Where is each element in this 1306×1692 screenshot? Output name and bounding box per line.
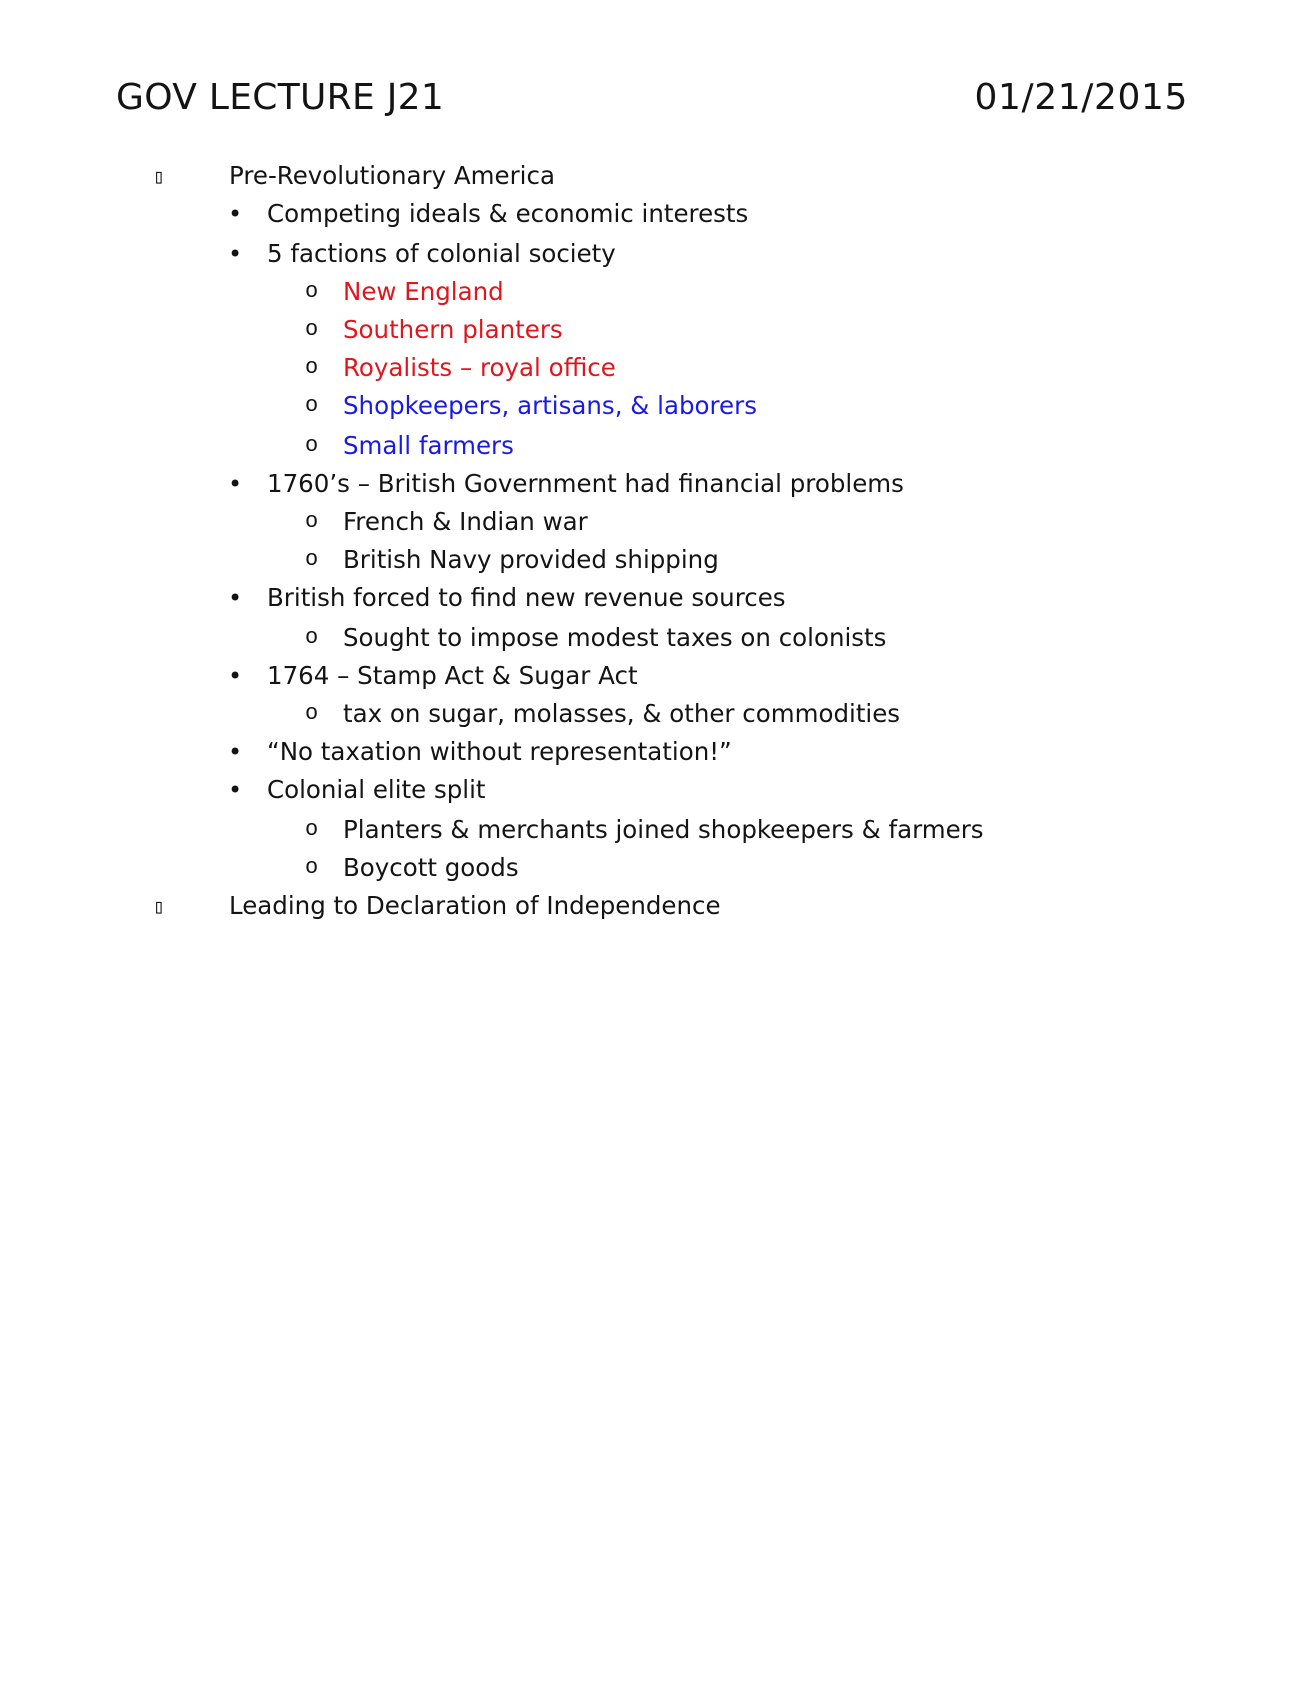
box-bullet-icon: ▯ <box>153 164 166 188</box>
outline-item-text: 5 factions of colonial society <box>267 239 616 268</box>
outline-item-text: Royalists – royal office <box>343 353 616 382</box>
circle-bullet-icon: o <box>305 433 319 458</box>
circle-bullet-icon: o <box>305 701 319 726</box>
document-date: 01/21/2015 <box>974 77 1188 118</box>
circle-bullet-icon: o <box>305 509 319 534</box>
outline-item-text: Pre-Revolutionary America <box>229 161 555 190</box>
circle-bullet-icon: o <box>305 855 319 880</box>
bullet-icon: • <box>228 240 243 268</box>
outline-item-text: Southern planters <box>343 315 563 344</box>
outline-item-text: British Navy provided shipping <box>343 545 719 574</box>
circle-bullet-icon: o <box>305 547 319 572</box>
bullet-icon: • <box>228 776 243 804</box>
box-bullet-icon: ▯ <box>153 894 166 918</box>
outline-item-text: tax on sugar, molasses, & other commodities <box>343 699 901 728</box>
bullet-icon: • <box>228 738 243 766</box>
circle-bullet-icon: o <box>305 625 319 650</box>
bullet-icon: • <box>228 470 243 498</box>
outline-item-text: Planters & merchants joined shopkeepers & farmers <box>343 815 984 844</box>
outline-item-text: British forced to find new revenue sources <box>267 583 786 612</box>
bullet-icon: • <box>228 662 243 690</box>
outline-item-text: 1764 – Stamp Act & Sugar Act <box>267 661 638 690</box>
outline-item-text: 1760’s – British Government had financial problems <box>267 469 904 498</box>
outline-item-text: New England <box>343 277 504 306</box>
outline-item-text: Competing ideals & economic interests <box>267 199 749 228</box>
document-title: GOV LECTURE J21 <box>116 77 445 118</box>
circle-bullet-icon: o <box>305 355 319 380</box>
outline-item-text: Shopkeepers, artisans, & laborers <box>343 391 757 420</box>
circle-bullet-icon: o <box>305 317 319 342</box>
outline-item-text: French & Indian war <box>343 507 588 536</box>
outline-item-text: Sought to impose modest taxes on colonists <box>343 623 887 652</box>
circle-bullet-icon: o <box>305 279 319 304</box>
bullet-icon: • <box>228 584 243 612</box>
bullet-icon: • <box>228 200 243 228</box>
outline-item-text: “No taxation without representation!” <box>267 737 732 766</box>
outline-item-text: Colonial elite split <box>267 775 486 804</box>
circle-bullet-icon: o <box>305 817 319 842</box>
outline-item-text: Leading to Declaration of Independence <box>229 891 721 920</box>
document-header <box>116 76 1188 120</box>
outline-item-text: Boycott goods <box>343 853 519 882</box>
outline-item-text: Small farmers <box>343 431 514 460</box>
circle-bullet-icon: o <box>305 393 319 418</box>
